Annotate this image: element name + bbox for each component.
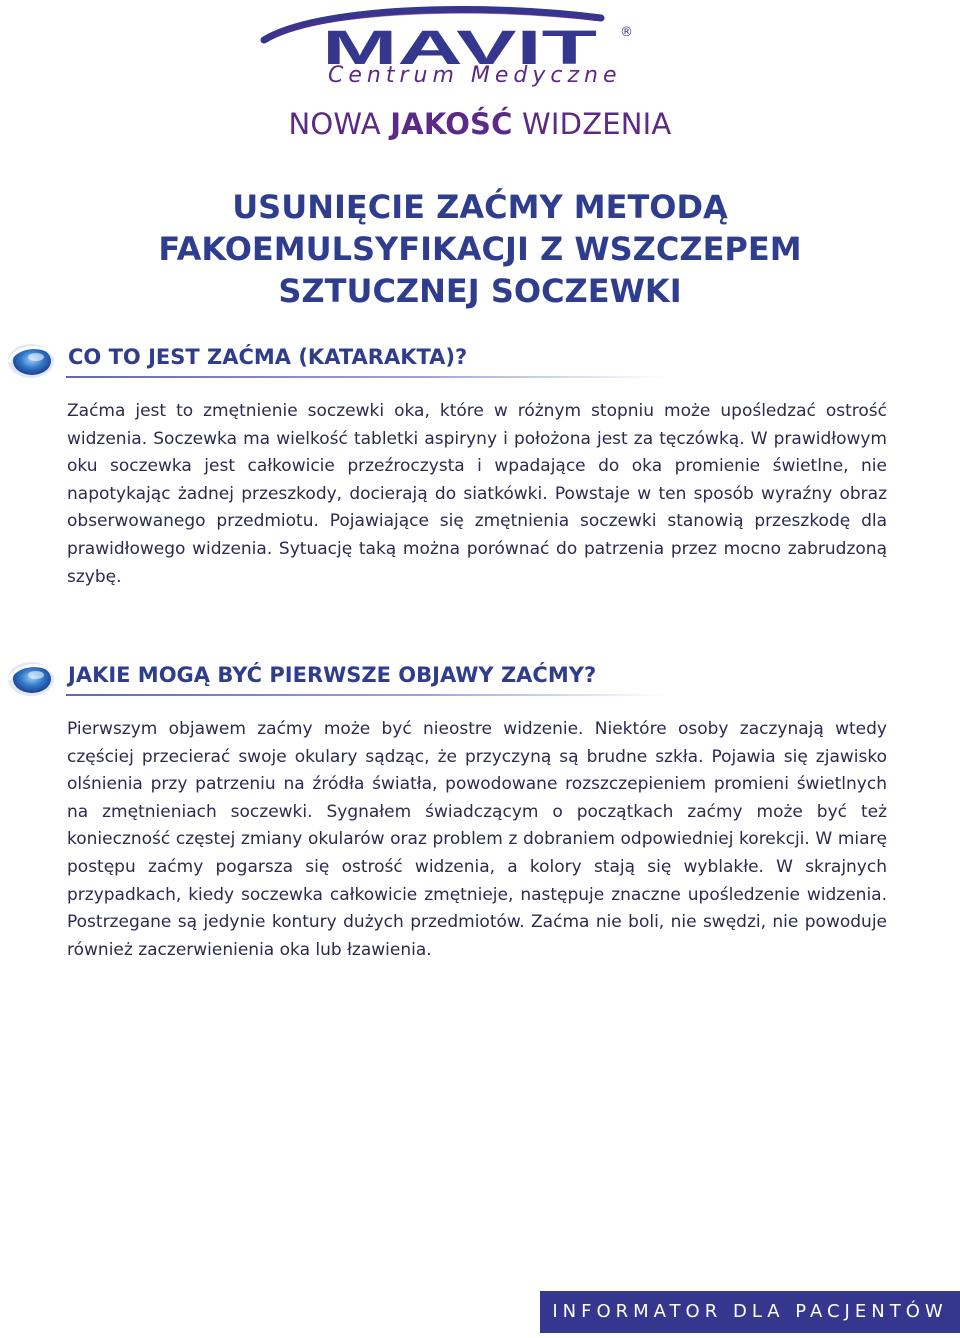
section-2-heading: JAKIE MOGĄ BYĆ PIERWSZE OBJAWY ZAĆMY? bbox=[68, 663, 597, 687]
eye-icon bbox=[6, 658, 56, 698]
section-divider bbox=[66, 376, 666, 378]
logo-subtitle: Centrum Medyczne bbox=[328, 63, 622, 88]
footer-banner bbox=[540, 1291, 960, 1333]
tagline-part-2: JAKOŚĆ bbox=[390, 107, 513, 141]
section-1-heading: CO TO JEST ZAĆMA (KATARAKTA)? bbox=[68, 345, 468, 369]
tagline bbox=[0, 107, 960, 141]
document-title bbox=[90, 186, 870, 312]
logo-brand: MAVIT bbox=[322, 22, 597, 75]
eye-icon bbox=[6, 340, 56, 380]
section-2-paragraph: Pierwszym objawem zaćmy może być nieostre widzenie. Niektóre osoby zaczynają wtedy częściej przecierać swoje okulary sądząc, że przyczyną są brudne szkła. Pojawia się zjawisko olśnienia przy patrzeniu na źródła światła, powodowane rozszczepieniem promieni świetlnych na zmętnieniach soczewki. Sygnałem świadczącym o początkach zaćmy może być też konieczność częstej zmiany okularów oraz problem z dobraniem odpowiedniej korekcji. W miarę postępu zaćmy pogarsza się ostrość widzenia, a kolory stają się wyblakłe. W skrajnych przypadkach, kiedy soczewka całkowicie zmętnieje, następuje znaczne upośledzenie widzenia. Postrzegane są jedynie kontury dużych przedmiotów. Zaćma nie boli, nie swędzi, nie powoduje również zaczerwienienia oka lub łzawienia. bbox=[67, 719, 887, 960]
footer-label: INFORMATOR DLA PACJENTÓW bbox=[552, 1301, 948, 1322]
title-line-3: SZTUCZNEJ SOCZEWKI bbox=[278, 272, 682, 310]
title-line-2: FAKOEMULSYFIKACJI Z WSZCZEPEM bbox=[158, 230, 802, 268]
section-1-paragraph: Zaćma jest to zmętnienie soczewki oka, które w różnym stopniu może upośledzać ostrość widzenia. Soczewka ma wielkość tabletki aspiryny i położona jest za tęczówką. W prawidłowym oku soczewka jest całkowicie przeźroczysta i wpadające do oka promienie świetlne, nie napotykając żadnej przeszkody, docierają do siatkówki. Powstaje w ten sposób wyraźny obraz obserwowanego przedmiotu. Pojawiające się zmętnienia soczewki stanowią przeszkodę dla prawidłowego widzenia. Sytuację taką można porównać do patrzenia przez mocno zabrudzoną szybę. bbox=[67, 401, 887, 587]
section-2-header bbox=[0, 658, 680, 698]
title-line-1: USUNIĘCIE ZAĆMY METODĄ bbox=[232, 188, 728, 226]
logo-registered: ® bbox=[620, 25, 633, 40]
section-divider bbox=[66, 694, 666, 696]
mavit-logo bbox=[256, 4, 646, 94]
tagline-part-3: WIDZENIA bbox=[512, 107, 672, 141]
section-1-header bbox=[0, 340, 680, 380]
tagline-part-1: NOWA bbox=[288, 107, 391, 141]
